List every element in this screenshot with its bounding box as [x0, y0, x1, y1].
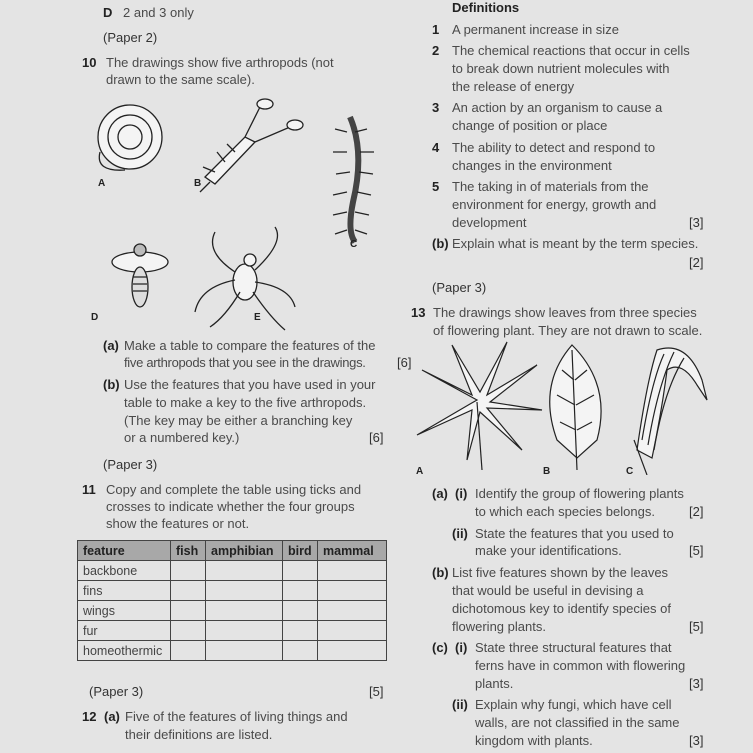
column-header: mammal [318, 541, 387, 561]
drawing-label-d: D [91, 312, 99, 323]
drawing-d-wasp [112, 244, 168, 307]
drawing-b-serrated-leaf [550, 345, 601, 470]
drawing-label-a: A [98, 178, 106, 189]
part-label: (a) [104, 709, 120, 724]
option-text: 2 and 3 only [123, 5, 194, 20]
question-text: Identify the group of flowering plants [475, 486, 684, 501]
question-text: plants. [475, 676, 514, 691]
row-label: backbone [78, 561, 171, 581]
table-row [78, 621, 387, 641]
drawing-c-centipede [333, 117, 374, 242]
leaf-label-a: A [416, 466, 424, 477]
question-text: make your identifications. [475, 543, 622, 558]
marks: [6] [369, 430, 384, 445]
definition-text: change of position or place [452, 118, 608, 133]
question-stem: of flowering plant. They are not drawn to scale. [433, 323, 703, 338]
marks: [3] [689, 676, 704, 691]
question-number: 13 [411, 305, 426, 320]
marks: [5] [369, 684, 384, 699]
table-row [78, 561, 387, 581]
question-text: to which each species belongs. [475, 504, 655, 519]
paper-label: (Paper 3) [432, 280, 487, 295]
question-text: Make a table to compare the features of the [124, 338, 376, 353]
definition-text: environment for energy, growth and [452, 197, 657, 212]
marks: [3] [689, 733, 704, 748]
drawing-e-spider [195, 227, 295, 330]
definition-text: the release of energy [452, 79, 575, 94]
features-table [77, 540, 387, 661]
question-text: table to make a key to the five arthropods. [124, 395, 367, 410]
arthropod-drawings [85, 92, 395, 332]
row-label: homeothermic [78, 641, 171, 661]
marks: [2] [689, 504, 704, 519]
column-header: fish [171, 541, 206, 561]
question-stem: Copy and complete the table using ticks and [106, 482, 362, 497]
definition-text: The taking in of materials from the [452, 179, 649, 194]
question-stem: The drawings show leaves from three species [433, 305, 697, 320]
row-label: fur [78, 621, 171, 641]
option-letter: D [103, 5, 113, 20]
drawing-label-b: B [194, 178, 202, 189]
definition-text: changes in the environment [452, 158, 612, 173]
question-number: 10 [82, 55, 97, 70]
paper-label: (Paper 3) [103, 457, 158, 472]
question-stem: drawn to the same scale). [106, 72, 255, 87]
definition-number: 1 [432, 22, 440, 37]
drawing-label-c: C [350, 239, 358, 250]
definition-text: development [452, 215, 527, 230]
definition-text: to break down nutrient molecules with [452, 61, 670, 76]
question-text: List five features shown by the leaves [452, 565, 669, 580]
question-text: that would be useful in devising a [452, 583, 644, 598]
part-label: (c) [432, 640, 448, 655]
definition-text: The chemical reactions that occur in cells [452, 43, 690, 58]
definition-number: 5 [432, 179, 440, 194]
leaf-label-c: C [626, 466, 634, 477]
question-text: Explain what is meant by the term species. [452, 236, 699, 251]
question-text: or a numbered key.) [124, 430, 240, 445]
table-row [78, 641, 387, 661]
column-header: feature [78, 541, 171, 561]
definition-number: 3 [432, 100, 440, 115]
column-header: amphibian [206, 541, 283, 561]
question-text: walls, are not classified in the same [475, 715, 680, 730]
row-label: fins [78, 581, 171, 601]
question-text: Five of the features of living things and [125, 709, 348, 724]
question-text: flowering plants. [452, 619, 546, 634]
drawing-label-e: E [254, 312, 261, 323]
paper-label: (Paper 3) [89, 684, 144, 699]
drawing-a-millipede-coiled [98, 105, 162, 170]
question-stem: The drawings show five arthropods (not [106, 55, 334, 70]
leaf-drawings [412, 340, 712, 475]
table-row [78, 601, 387, 621]
part-label: (a) [103, 338, 119, 353]
definition-text: The ability to detect and respond to [452, 140, 656, 155]
question-text: Explain why fungi, which have cell [475, 697, 672, 712]
table-row [78, 581, 387, 601]
subpart-label: (ii) [452, 526, 468, 541]
part-label: (b) [432, 236, 449, 251]
column-header: bird [283, 541, 318, 561]
leaf-label-b: B [543, 466, 551, 477]
question-text: their definitions are listed. [125, 727, 273, 742]
question-text: kingdom with plants. [475, 733, 593, 748]
question-text: State three structural features that [475, 640, 672, 655]
marks: [6] [397, 355, 412, 370]
subpart-label: (i) [455, 640, 468, 655]
definition-number: 4 [432, 140, 440, 155]
question-stem: show the features or not. [106, 516, 250, 531]
definition-text: A permanent increase in size [452, 22, 619, 37]
paper-label: (Paper 2) [103, 30, 158, 45]
question-text: dichotomous key to identify species of [452, 601, 671, 616]
definition-number: 2 [432, 43, 440, 58]
question-text: ferns have in common with flowering [475, 658, 686, 673]
drawing-a-palmate-leaf [417, 342, 542, 470]
part-label: (a) [432, 486, 448, 501]
question-text: five arthropods that you see in the drawings. [124, 355, 366, 370]
question-number: 12 [82, 709, 97, 724]
marks: [2] [689, 255, 704, 270]
part-label: (b) [103, 377, 120, 392]
subpart-label: (ii) [452, 697, 468, 712]
part-label: (b) [432, 565, 449, 580]
definitions-heading: Definitions [452, 0, 520, 15]
question-text: (The key may be either a branching key [124, 413, 353, 428]
marks: [3] [689, 215, 704, 230]
question-text: Use the features that you have used in your [124, 377, 376, 392]
question-stem: crosses to indicate whether the four groups [106, 499, 355, 514]
marks: [5] [689, 619, 704, 634]
row-label: wings [78, 601, 171, 621]
drawing-c-parallel-vein-leaf [634, 348, 707, 475]
marks: [5] [689, 543, 704, 558]
question-number: 11 [82, 482, 96, 497]
question-text: State the features that you used to [475, 526, 674, 541]
subpart-label: (i) [455, 486, 468, 501]
table-header-row [78, 541, 387, 561]
definition-text: An action by an organism to cause a [452, 100, 663, 115]
drawing-b-crayfish [200, 99, 303, 192]
